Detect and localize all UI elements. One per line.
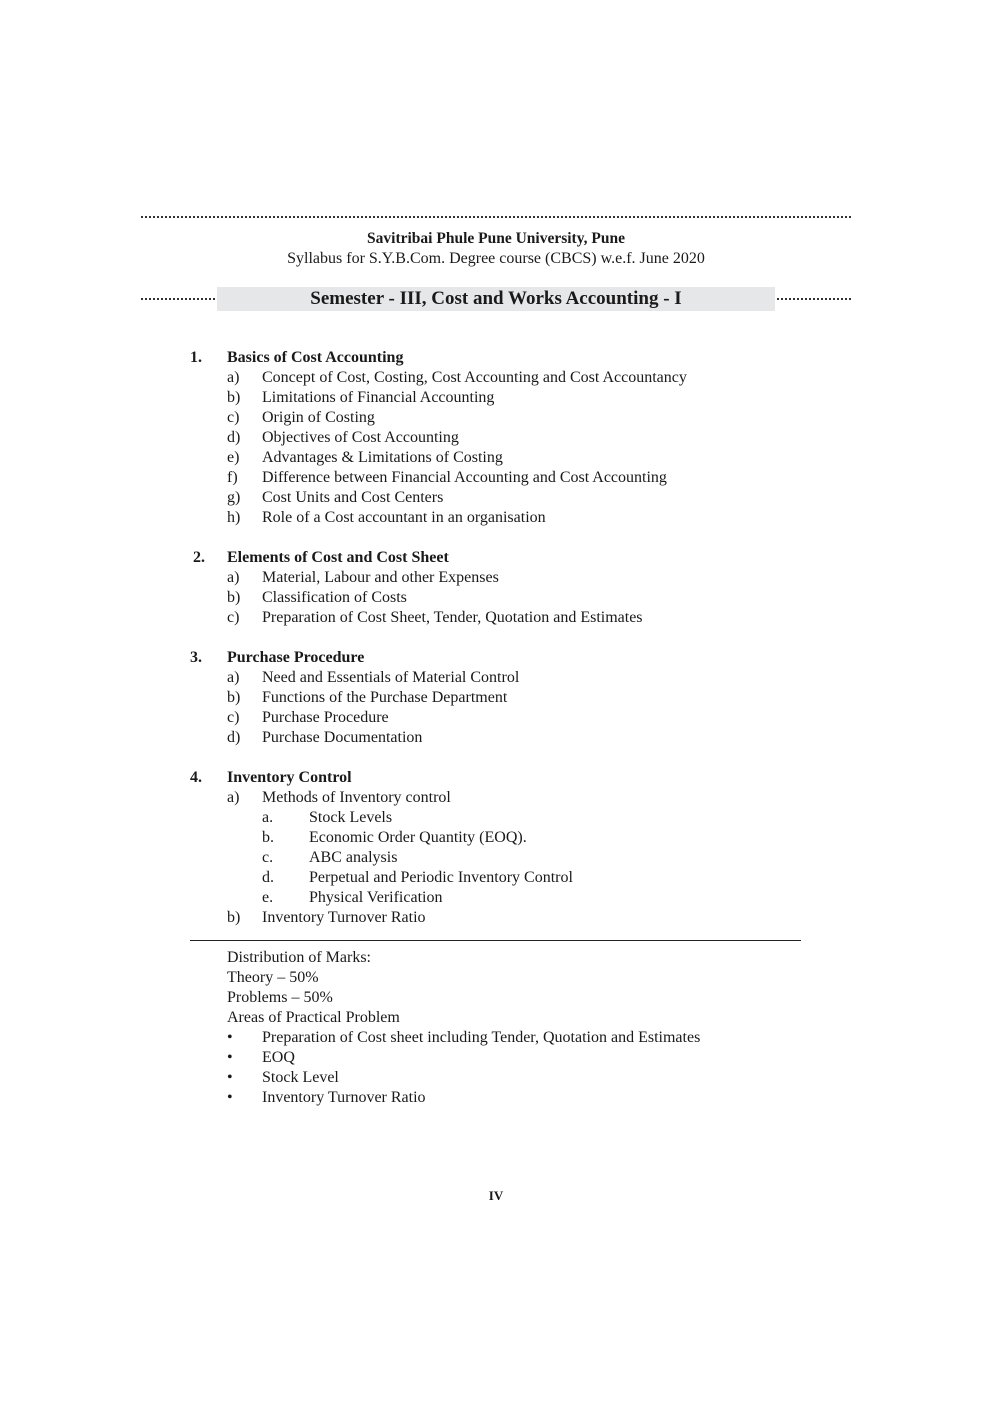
section-divider bbox=[190, 940, 801, 941]
unit-title: Purchase Procedure bbox=[227, 649, 365, 666]
subitem-text: Physical Verification bbox=[309, 889, 443, 906]
subitem-mark: c. bbox=[262, 849, 274, 866]
unit-title: Elements of Cost and Cost Sheet bbox=[227, 549, 449, 566]
item-mark: b) bbox=[227, 589, 241, 606]
item-text: Purchase Procedure bbox=[262, 709, 389, 726]
semester-title: Semester - III, Cost and Works Accounting - I bbox=[217, 287, 775, 311]
semester-right-dots bbox=[777, 298, 851, 300]
item-mark: b) bbox=[227, 689, 241, 706]
item-mark: d) bbox=[227, 429, 241, 446]
theory-marks: Theory – 50% bbox=[227, 969, 319, 986]
item-mark: f) bbox=[227, 469, 238, 486]
item-text: Inventory Turnover Ratio bbox=[262, 909, 426, 926]
subitem-text: ABC analysis bbox=[309, 849, 398, 866]
item-mark: b) bbox=[227, 909, 241, 926]
item-text: Classification of Costs bbox=[262, 589, 407, 606]
item-text: Cost Units and Cost Centers bbox=[262, 489, 444, 506]
item-text: Purchase Documentation bbox=[262, 729, 423, 746]
subitem-mark: e. bbox=[262, 889, 274, 906]
item-text: Need and Essentials of Material Control bbox=[262, 669, 520, 686]
item-mark: a) bbox=[227, 789, 240, 806]
item-text: Advantages & Limitations of Costing bbox=[262, 449, 503, 466]
subitem-mark: d. bbox=[262, 869, 274, 886]
item-text: Material, Labour and other Expenses bbox=[262, 569, 499, 586]
item-mark: b) bbox=[227, 389, 241, 406]
unit-number: 1. bbox=[190, 349, 202, 366]
practical-heading: Areas of Practical Problem bbox=[227, 1009, 400, 1026]
bullet-icon: • bbox=[227, 1049, 233, 1066]
subitem-text: Stock Levels bbox=[309, 809, 393, 826]
item-mark: e) bbox=[227, 449, 240, 466]
item-text: Concept of Cost, Costing, Cost Accounting and Cost Accountancy bbox=[262, 369, 687, 386]
item-text: Methods of Inventory control bbox=[262, 789, 451, 806]
unit-number: 3. bbox=[190, 649, 202, 666]
practical-item: Inventory Turnover Ratio bbox=[262, 1089, 426, 1106]
unit-title: Basics of Cost Accounting bbox=[227, 349, 404, 366]
item-text: Functions of the Purchase Department bbox=[262, 689, 508, 706]
item-text: Difference between Financial Accounting and Cost Accounting bbox=[262, 469, 667, 486]
item-mark: a) bbox=[227, 369, 240, 386]
university-name: Savitribai Phule Pune University, Pune bbox=[367, 230, 625, 247]
practical-item: Preparation of Cost sheet including Tender, Quotation and Estimates bbox=[262, 1029, 701, 1046]
subitem-text: Perpetual and Periodic Inventory Control bbox=[309, 869, 573, 886]
item-mark: a) bbox=[227, 669, 240, 686]
bullet-icon: • bbox=[227, 1029, 233, 1046]
practical-item: Stock Level bbox=[262, 1069, 339, 1086]
item-mark: c) bbox=[227, 409, 240, 426]
item-text: Limitations of Financial Accounting bbox=[262, 389, 495, 406]
page-number: IV bbox=[488, 1188, 504, 1203]
problems-marks: Problems – 50% bbox=[227, 989, 333, 1006]
subitem-text: Economic Order Quantity (EOQ). bbox=[309, 829, 527, 846]
unit-title: Inventory Control bbox=[227, 769, 352, 786]
unit-number: 4. bbox=[190, 769, 202, 786]
item-mark: d) bbox=[227, 729, 241, 746]
item-mark: c) bbox=[227, 709, 240, 726]
unit-number: 2. bbox=[193, 549, 205, 566]
subitem-mark: a. bbox=[262, 809, 274, 826]
semester-left-dots bbox=[141, 298, 215, 300]
item-mark: c) bbox=[227, 609, 240, 626]
item-text: Objectives of Cost Accounting bbox=[262, 429, 459, 446]
marks-heading: Distribution of Marks: bbox=[227, 949, 371, 966]
item-mark: a) bbox=[227, 569, 240, 586]
practical-item: EOQ bbox=[262, 1049, 295, 1066]
course-line: Syllabus for S.Y.B.Com. Degree course (CBCS) w.e.f. June 2020 bbox=[287, 250, 705, 267]
item-mark: h) bbox=[227, 509, 241, 526]
item-text: Role of a Cost accountant in an organisation bbox=[262, 509, 546, 526]
item-mark: g) bbox=[227, 489, 241, 506]
bullet-icon: • bbox=[227, 1069, 233, 1086]
item-text: Preparation of Cost Sheet, Tender, Quotation and Estimates bbox=[262, 609, 643, 626]
top-dotted-rule bbox=[141, 216, 851, 218]
bullet-icon: • bbox=[227, 1089, 233, 1106]
subitem-mark: b. bbox=[262, 829, 274, 846]
item-text: Origin of Costing bbox=[262, 409, 375, 426]
